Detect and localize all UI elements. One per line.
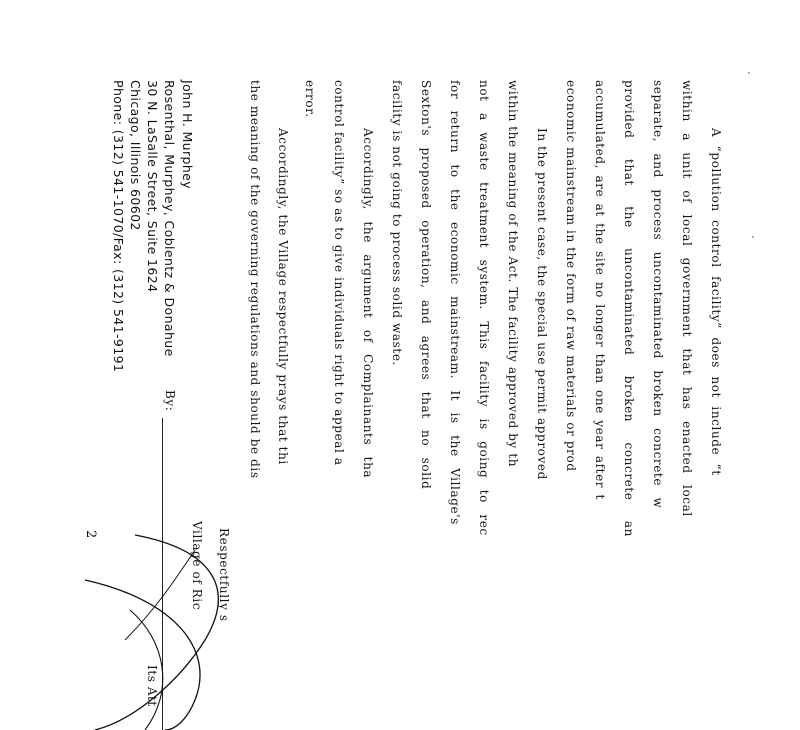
body-line: Accordingly, the Village respectfully prays that thi <box>276 128 290 465</box>
page-number: 2 <box>83 530 98 539</box>
attorney-street: 30 N. LaSalle Street, Suite 1624 <box>145 80 160 293</box>
signature-entity: Village of Ric <box>190 521 204 611</box>
attorney-name: John H. Murphey <box>180 80 195 190</box>
rotated-document-sheet <box>0 80 735 730</box>
body-line: not a waste treatment system. This facility is going to rec <box>477 80 491 536</box>
body-line: for return to the economic mainstream. It is the Village's <box>448 80 462 525</box>
signature-by-label: By: <box>163 390 177 412</box>
body-line: economic mainstream in the form of raw materials or prod <box>564 80 578 472</box>
attorney-city: Chicago, Illinois 60602 <box>128 80 143 231</box>
signature-closing: Respectfully s <box>217 528 231 622</box>
body-line: facility is not going to process solid waste. <box>390 80 404 366</box>
attorney-firm: Rosenthal, Murphey, Coblentz & Donahue <box>162 80 177 357</box>
body-line: error. <box>303 80 317 118</box>
body-line: accumulated, are at the site no longer than one year after t <box>593 80 607 500</box>
body-line: within a unit of local government that has enacted local <box>680 80 694 517</box>
scan-speck <box>752 236 754 238</box>
attorney-phone-fax: Phone: (312) 541-1070/Fax: (312) 541-9191 <box>111 80 126 373</box>
body-line: control facility” so as to give individuals right to appeal a <box>332 80 346 466</box>
signature-role: Its Att <box>145 665 159 707</box>
body-line: A “pollution control facility” does not include “t <box>709 128 723 476</box>
body-line: Sexton's proposed operation, and agrees that no solid <box>419 80 433 490</box>
body-line: separate, and process uncontaminated broken concrete w <box>651 80 665 509</box>
body-line: the meaning of the governing regulations and should be dis <box>248 80 262 479</box>
body-line: Accordingly, the argument of Complainants tha <box>361 128 375 479</box>
body-line: In the present case, the special use permit approved <box>535 128 549 480</box>
body-line: within the meaning of the Act. The facility approved by th <box>506 80 520 468</box>
scan-speck <box>748 72 750 74</box>
body-line: provided that the uncontaminated broken concrete an <box>622 80 636 537</box>
